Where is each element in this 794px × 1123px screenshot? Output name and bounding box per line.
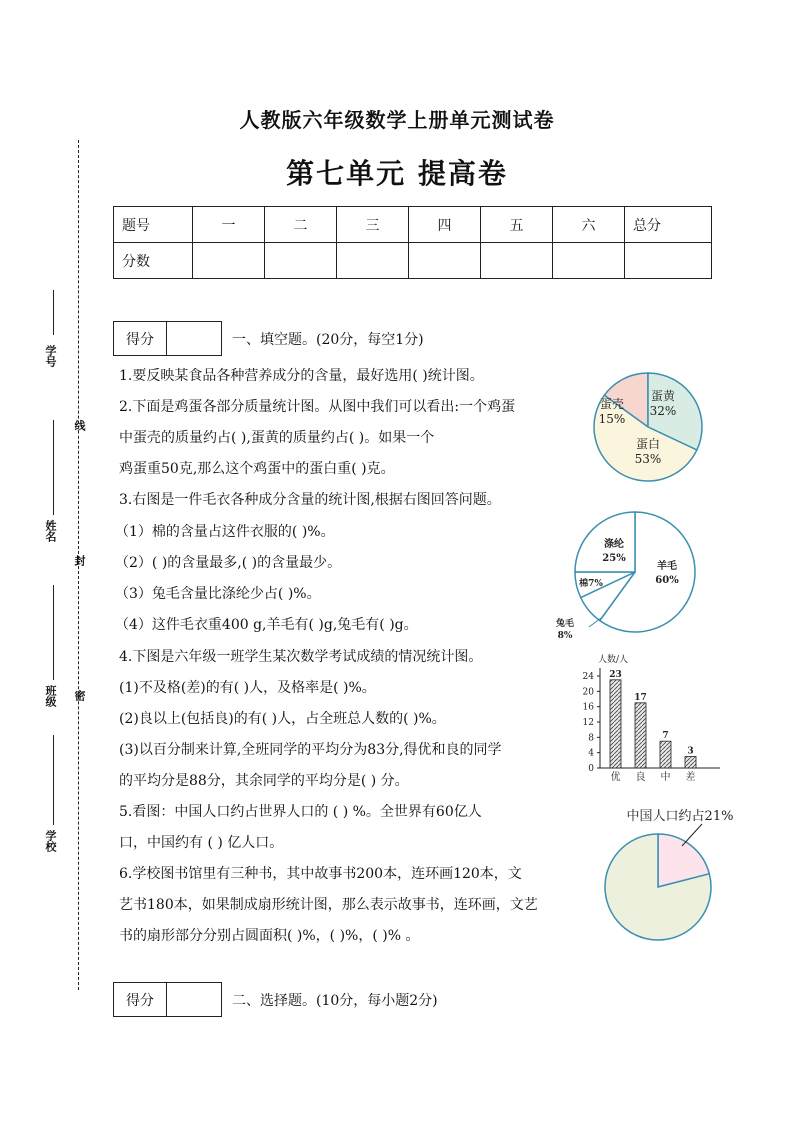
- score-table-cell: 六: [553, 207, 625, 243]
- school-line: [53, 735, 54, 825]
- pie-slice-value: 8%: [557, 631, 573, 640]
- section-1-header: [113, 321, 424, 356]
- section-score-input[interactable]: [167, 322, 221, 355]
- question-line: （3）兔毛含量比涤纶少占( )%。: [115, 586, 321, 602]
- bar-value-label: 3: [687, 746, 694, 757]
- question-line: （2）( )的含量最多,( )的含量最少。: [115, 555, 342, 571]
- section-2-header: [113, 982, 438, 1017]
- score-input-4[interactable]: [409, 243, 481, 279]
- pie-slice-value: 53%: [634, 452, 662, 466]
- score-input-total[interactable]: [625, 243, 712, 279]
- sweater-composition-pie-chart: [555, 505, 705, 640]
- student-no-line: [53, 290, 54, 335]
- question-line: 口，中国约有 ( ) 亿人口。: [119, 835, 284, 851]
- pie-slice-label: 蛋壳: [599, 397, 625, 411]
- china-population-pie-chart: [600, 800, 760, 942]
- seal-char: 线: [73, 420, 86, 431]
- seal-char: 密: [73, 690, 86, 701]
- score-table-cell: 二: [265, 207, 337, 243]
- score-input-3[interactable]: [337, 243, 409, 279]
- score-table-cell: 一: [193, 207, 265, 243]
- question-line: 的平均分是88分，其余同学的平均分是( ) 分。: [119, 773, 409, 789]
- score-table-cell: 题号: [114, 207, 193, 243]
- pie-slice-label: 棉7%: [579, 579, 603, 589]
- y-tick-label: 16: [582, 702, 594, 713]
- bar-value-label: 23: [609, 669, 622, 680]
- pie-slice-label: 蛋黄: [650, 389, 676, 403]
- pie-slice-label: 蛋白: [635, 437, 661, 451]
- score-input-2[interactable]: [265, 243, 337, 279]
- score-table: [113, 206, 712, 279]
- y-tick-label: 8: [588, 733, 594, 744]
- pie-slice-value: 32%: [649, 404, 677, 418]
- bar-差: [685, 757, 696, 769]
- y-tick-label: 24: [582, 672, 594, 682]
- x-tick-label: 优: [610, 772, 621, 783]
- question-line: 2.下面是鸡蛋各部分质量统计图。从图中我们可以看出:一个鸡蛋: [119, 399, 516, 415]
- question-line: (1)不及格(差)的有( )人，及格率是( )%。: [119, 680, 376, 696]
- score-input-1[interactable]: [193, 243, 265, 279]
- section-score-box: [113, 321, 222, 356]
- score-table-cell: 分数: [114, 243, 193, 279]
- school-label: 学校: [44, 830, 57, 852]
- section-heading: 一、填空题。(20分，每空1分): [232, 331, 424, 348]
- leader-line: [589, 618, 601, 627]
- question-line: (2)良以上(包括良)的有( )人，占全班总人数的( )%。: [119, 711, 446, 727]
- student-no-label: 学号: [44, 345, 57, 367]
- question-line: 1.要反映某食品各种营养成分的含量，最好选用( )统计图。: [119, 368, 484, 384]
- question-line: 中蛋壳的质量约占( ),蛋黄的质量约占( )。如果一个: [119, 430, 435, 446]
- grades-bar-chart: [570, 650, 730, 790]
- section-heading: 二、选择题。(10分，每小题2分): [232, 992, 438, 1009]
- y-tick-label: 20: [582, 687, 594, 698]
- score-table-cell: 五: [481, 207, 553, 243]
- question-line: 6.学校图书馆里有三种书，其中故事书200本，连环画120本，文: [119, 866, 522, 882]
- chart-title: 中国人口约占21%: [626, 809, 734, 824]
- name-line: [53, 420, 54, 515]
- egg-composition-pie-chart: [590, 370, 710, 484]
- class-line: [53, 585, 54, 680]
- pie-slice-label: 兔毛: [555, 619, 575, 629]
- pie-slice-label: 涤纶: [604, 539, 624, 550]
- section-score-input[interactable]: [167, 983, 221, 1016]
- section-score-label: 得分: [114, 983, 167, 1016]
- question-line: 3.右图是一件毛衣各种成分含量的统计图,根据右图回答问题。: [119, 492, 501, 508]
- bar-value-label: 17: [634, 692, 647, 703]
- bar-value-label: 7: [662, 731, 669, 742]
- question-line: 书的扇形部分分别占圆面积( )%，( )%，( )% 。: [119, 928, 420, 944]
- score-table-cell: 三: [337, 207, 409, 243]
- pie-slice-value: 60%: [655, 575, 679, 586]
- page-subtitle: 第七单元 提高卷: [286, 157, 508, 190]
- score-table-score-row: [114, 243, 712, 279]
- bar-中: [660, 741, 671, 768]
- x-tick-label: 中: [660, 772, 671, 783]
- class-label: 班级: [44, 685, 57, 707]
- x-tick-label: 差: [685, 772, 696, 783]
- seal-char: 封: [73, 555, 86, 566]
- pie-slice-value: 15%: [598, 412, 626, 426]
- score-table-cell: 总分: [625, 207, 712, 243]
- callout-line: [682, 824, 702, 846]
- name-label: 姓名: [44, 520, 57, 542]
- pie-slice-value: 25%: [602, 553, 626, 564]
- question-line: 艺书180本，如果制成扇形统计图，那么表示故事书，连环画，文艺: [119, 897, 538, 913]
- question-line: (3)以百分制来计算,全班同学的平均分为83分,得优和良的同学: [119, 742, 502, 758]
- question-line: 4.下图是六年级一班学生某次数学考试成绩的情况统计图。: [119, 649, 483, 665]
- y-tick-label: 4: [588, 748, 594, 759]
- bar-良: [635, 703, 646, 768]
- page-title: 人教版六年级数学上册单元测试卷: [239, 108, 555, 132]
- y-axis-label: 人数/人: [598, 655, 629, 665]
- x-tick-label: 良: [635, 772, 646, 783]
- bar-优: [610, 680, 621, 768]
- score-table-header-row: [114, 207, 712, 243]
- question-line: （4）这件毛衣重400 g,羊毛有( )g,兔毛有( )g。: [115, 617, 418, 633]
- question-line: （1）棉的含量占这件衣服的( )%。: [115, 524, 335, 540]
- score-table-cell: 四: [409, 207, 481, 243]
- pie-slice-label: 羊毛: [657, 561, 677, 572]
- question-line: 5.看图：中国人口约占世界人口的 ( ) %。全世界有60亿人: [119, 804, 482, 820]
- score-input-5[interactable]: [481, 243, 553, 279]
- y-tick-label: 12: [582, 718, 594, 728]
- question-line: 鸡蛋重50克,那么这个鸡蛋中的蛋白重( )克。: [119, 461, 395, 477]
- section-score-label: 得分: [114, 322, 167, 355]
- score-input-6[interactable]: [553, 243, 625, 279]
- y-tick-label: 0: [588, 764, 594, 774]
- section-score-box: [113, 982, 222, 1017]
